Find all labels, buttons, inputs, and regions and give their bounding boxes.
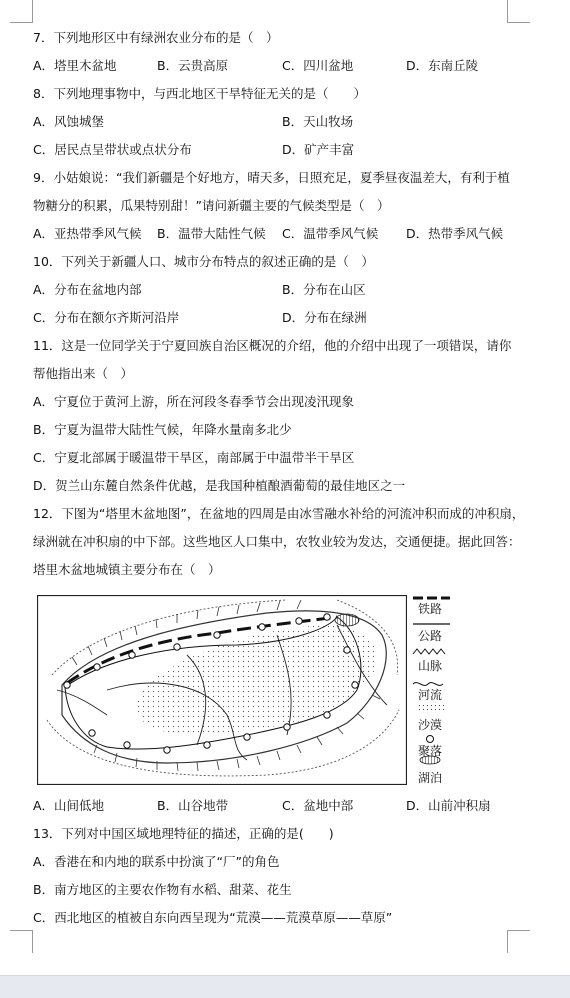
option-c: C．居民点呈带状或点状分布 (33, 142, 192, 157)
question-13-stem: 13．下列对中国区域地理特征的描述，正确的是( ) (33, 826, 334, 841)
viewer-bottom-bar (0, 975, 570, 998)
legend-river-label: 河流 (418, 688, 443, 702)
legend-mountain-label: 山脉 (418, 659, 443, 673)
option-b: B．山谷地带 (157, 798, 229, 813)
option-b: B．云贵高原 (157, 58, 229, 73)
option-a: A．风蚀城堡 (33, 114, 105, 129)
option-d: D．贺兰山东麓自然条件优越，是我国种植酿酒葡萄的最佳地区之一 (33, 478, 406, 493)
question-8-stem: 8．下列地理事物中，与西北地区干旱特征无关的是（ ） (33, 86, 366, 101)
option-d: D．东南丘陵 (406, 58, 479, 73)
option-b: B．南方地区的主要农作物有水稻、甜菜、花生 (33, 882, 292, 897)
page-corner-mark (10, 0, 33, 23)
question-9-stem-line-2: 物糖分的积累，瓜果特别甜！”请问新疆主要的气候类型是（ ） (33, 198, 390, 213)
tarim-basin-map (37, 595, 407, 785)
legend-settlement-label: 聚落 (418, 744, 443, 758)
option-d: D．热带季风气候 (406, 226, 504, 241)
option-d: D．分布在绿洲 (282, 310, 367, 325)
question-12-stem-line-1: 12．下图为“塔里木盆地图”，在盆地的四周是由冰雪融水补给的河流冲积而成的冲积扇， (33, 506, 525, 521)
option-c: C．盆地中部 (282, 798, 354, 813)
question-9-stem-line-1: 9．小姑娘说：“我们新疆是个好地方，晴天多，日照充足，夏季昼夜温差大，有利于植 (33, 170, 510, 185)
page-corner-mark (507, 930, 530, 953)
option-a: A．亚热带季风气候 (33, 226, 142, 241)
option-b: B．分布在山区 (282, 282, 366, 297)
option-b: B．天山牧场 (282, 114, 354, 129)
question-11-stem-line-1: 11．这是一位同学关于宁夏回族自治区概况的介绍，他的介绍中出现了一项错误，请你 (33, 338, 512, 353)
lake (335, 614, 359, 626)
question-7-stem: 7．下列地形区中有绿洲农业分布的是（ ） (33, 30, 279, 45)
option-d: D．山前冲积扇 (406, 798, 491, 813)
page-corner-mark (507, 0, 530, 23)
legend-lake-label: 湖泊 (418, 771, 443, 785)
option-a: A．分布在盆地内部 (33, 282, 142, 297)
legend-railway-label: 铁路 (418, 602, 443, 616)
option-c: C．西北地区的植被自东向西呈现为“荒漠——荒漠草原——草原” (33, 910, 393, 925)
question-12-stem-line-2: 绿洲就在冲积扇的中下部。这些地区人口集中，农牧业较为发达，交通便捷。据此回答： (33, 534, 521, 549)
page-corner-mark (10, 930, 33, 953)
option-c: C．宁夏北部属于暖温带干旱区，南部属于中温带半干旱区 (33, 450, 355, 465)
option-c: C．温带季风气候 (282, 226, 379, 241)
option-a: A．宁夏位于黄河上游，所在河段冬春季节会出现凌汛现象 (33, 394, 355, 409)
option-a: A．山间低地 (33, 798, 105, 813)
option-a: A．香港在和内地的联系中扮演了“厂”的角色 (33, 854, 280, 869)
legend-desert-label: 沙漠 (418, 718, 443, 732)
option-a: A．塔里木盆地 (33, 58, 117, 73)
option-d: D．矿产丰富 (282, 142, 355, 157)
option-c: C．分布在额尔齐斯河沿岸 (33, 310, 180, 325)
question-10-stem: 10．下列关于新疆人口、城市分布特点的叙述正确的是（ ） (33, 254, 374, 269)
legend-highway-label: 公路 (418, 629, 443, 643)
question-12-stem-line-3: 塔里木盆地城镇主要分布在（ ） (33, 562, 221, 577)
option-b: B．宁夏为温带大陆性气候，年降水量南多北少 (33, 422, 292, 437)
option-b: B．温带大陆性气候 (157, 226, 266, 241)
question-11-stem-line-2: 帮他指出来（ ） (33, 366, 134, 381)
option-c: C．四川盆地 (282, 58, 354, 73)
